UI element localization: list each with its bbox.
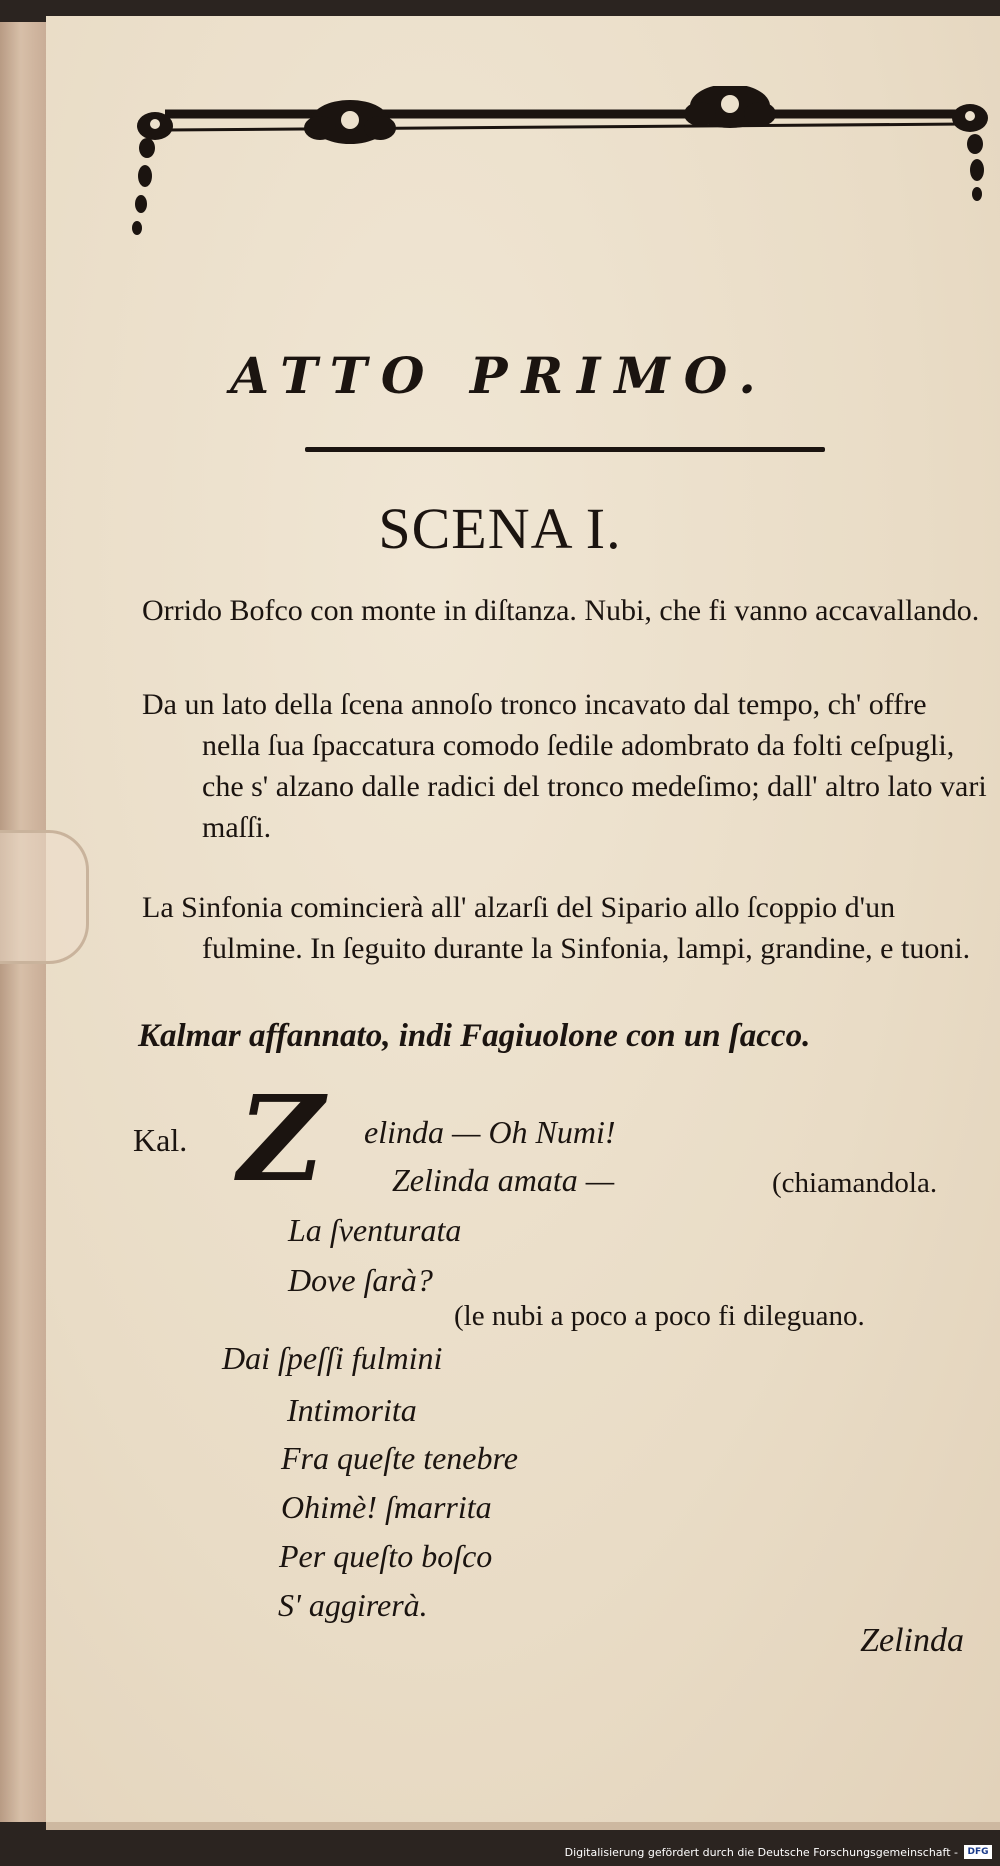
characters-line: Kalmar affannato, indi Fagiuolone con un ſacco. bbox=[138, 1018, 811, 1054]
title-rule bbox=[305, 447, 825, 452]
aside-clouds: (le nubi a poco a poco fi dileguano. bbox=[454, 1300, 865, 1332]
floral-ornament-banner bbox=[125, 86, 997, 246]
catchword: Zelinda bbox=[860, 1622, 964, 1659]
speaker-label: Kal. bbox=[133, 1122, 188, 1158]
verse-line-4: Dove ſarà? bbox=[288, 1262, 433, 1298]
verse-line-7: Fra queſte tenebre bbox=[281, 1440, 518, 1476]
verse-line-1: elinda — Oh Numi! bbox=[364, 1114, 616, 1150]
dfg-logo-icon: DFG bbox=[964, 1845, 992, 1859]
verse-line-5: Dai ſpeſſi fulmini bbox=[222, 1340, 443, 1376]
verse-line-8: Ohimè! ſmarrita bbox=[281, 1489, 492, 1525]
page-bottom-edge bbox=[46, 1822, 1000, 1830]
aside-calling: (chiamandola. bbox=[772, 1167, 938, 1199]
stage-direction-3: La Sinfonia comincierà all' alzarſi del Sipario allo ſcoppio d'un fulmine. In ſeguito durante la Sinfonia, lampi, grandine, e tuoni. bbox=[142, 891, 971, 965]
verse-line-9: Per queſto boſco bbox=[279, 1538, 493, 1574]
verse-line-2: Zelinda amata — bbox=[392, 1162, 615, 1198]
stage-direction-1: Orrido Bofco con monte in diſtanza. Nubi, che fi vanno accavallando. bbox=[142, 594, 980, 627]
verse-line-6: Intimorita bbox=[287, 1392, 417, 1428]
stage-direction-2: Da un lato della ſcena annoſo tronco incavato dal tempo, ch' offre nella ſua ſpaccatura comodo ſedile adombrato da folti ceſpugli, che s' alzano dalle radici del tronco medeſimo; dall' altro lato vari maſſi. bbox=[142, 688, 987, 844]
page-clip bbox=[0, 830, 89, 964]
verse-line-3: La ſventurata bbox=[288, 1212, 462, 1248]
verse-line-10: S' aggirerà. bbox=[278, 1587, 428, 1623]
footer-credit: Digitalisierung gefördert durch die Deutsche Forschungsgemeinschaft - bbox=[564, 1846, 958, 1859]
scene-title: SCENA I. bbox=[378, 496, 622, 561]
drop-cap: Z bbox=[238, 1069, 325, 1208]
act-title: ATTO PRIMO. bbox=[230, 346, 770, 405]
digitization-footer bbox=[0, 1840, 1000, 1866]
